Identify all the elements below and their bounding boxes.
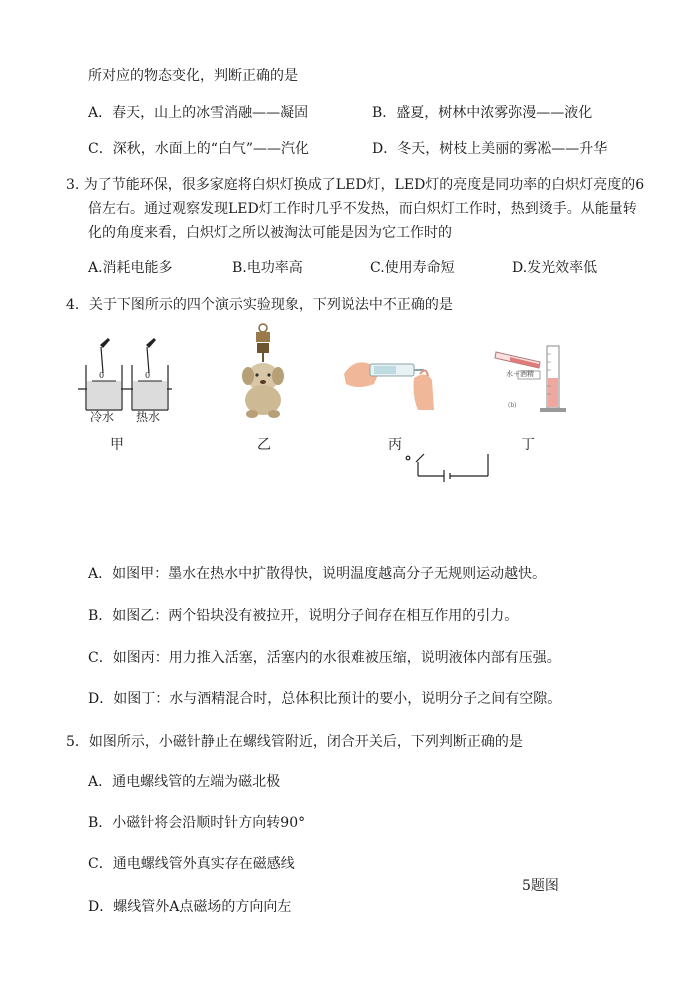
q2-option-d: D．冬天，树枝上美丽的雾凇——升华 — [372, 141, 608, 157]
caption-bing: 丙 — [388, 437, 402, 453]
svg-text:0: 0 — [145, 371, 151, 380]
caption-yi: 乙 — [257, 437, 271, 453]
q3-option-b: B.电功率高 — [232, 260, 303, 276]
figure-5-circuit-fragment — [400, 446, 500, 482]
q3-stem-line-1: 3. 为了节能环保，很多家庭将白炽灯换成了LED灯，LED灯的亮度是同功率的白炽灯亮度的6 — [66, 177, 645, 193]
caption-jia: 甲 — [110, 437, 124, 453]
q4-option-c: C．如图丙：用力推入活塞，活塞内的水很难被压缩，说明液体内部有压强。 — [88, 650, 561, 666]
figure-jia-beakers — [70, 335, 180, 427]
svg-text:0: 0 — [99, 371, 105, 380]
q5-stem: 5．如图所示，小磁针静止在螺线管附近，闭合开关后，下列判断正确的是 — [66, 734, 523, 750]
q5-figure-caption: 5题图 — [522, 878, 559, 894]
caption-ding: 丁 — [521, 437, 535, 453]
q3-option-d: D.发光效率低 — [512, 260, 598, 276]
q4-option-b: B．如图乙：两个铅块没有被拉开，说明分子间存在相互作用的引力。 — [88, 608, 519, 624]
q4-stem: 4．关于下图所示的四个演示实验现象，下列说法中不正确的是 — [66, 297, 453, 313]
q5-option-a: A．通电螺线管的左端为磁北极 — [88, 774, 281, 790]
q4-option-a: A．如图甲：墨水在热水中扩散得快，说明温度越高分子无规则运动越快。 — [88, 566, 547, 582]
q5-option-d: D．螺线管外A点磁场的方向向左 — [88, 899, 292, 915]
q5-option-c: C．通电螺线管外真实存在磁感线 — [88, 856, 295, 872]
figure-bing-syringe — [340, 344, 440, 414]
figure-ding-cylinder — [490, 338, 580, 418]
q2-option-a: A．春天，山上的冰雪消融——凝固 — [88, 105, 309, 121]
label-sub-b: (b) — [508, 402, 517, 409]
label-water-alcohol: 水＋酒精 — [506, 370, 534, 378]
figure-yi-lead-blocks — [232, 322, 294, 420]
label-hot-water: 热水 — [136, 410, 161, 424]
q2-stem-tail: 所对应的物态变化，判断正确的是 — [88, 68, 298, 84]
q3-option-c: C.使用寿命短 — [370, 260, 455, 276]
q5-option-b: B．小磁针将会沿顺时针方向转90° — [88, 815, 306, 831]
q3-stem-line-3: 化的角度来看，白炽灯之所以被淘汰可能是因为它工作时的 — [88, 225, 452, 241]
q3-option-a: A.消耗电能多 — [88, 260, 173, 276]
q2-option-b: B．盛夏，树林中浓雾弥漫——液化 — [372, 105, 593, 121]
label-cold-water: 冷水 — [90, 410, 115, 424]
q2-option-c: C．深秋，水面上的“白气”——汽化 — [88, 141, 310, 157]
q4-option-d: D．如图丁：水与酒精混合时，总体积比预计的要小，说明分子之间有空隙。 — [88, 691, 562, 707]
q3-stem-line-2: 倍左右。通过观察发现LED灯工作时几乎不发热，而白炽灯工作时，热到烫手。从能量转 — [88, 201, 637, 217]
